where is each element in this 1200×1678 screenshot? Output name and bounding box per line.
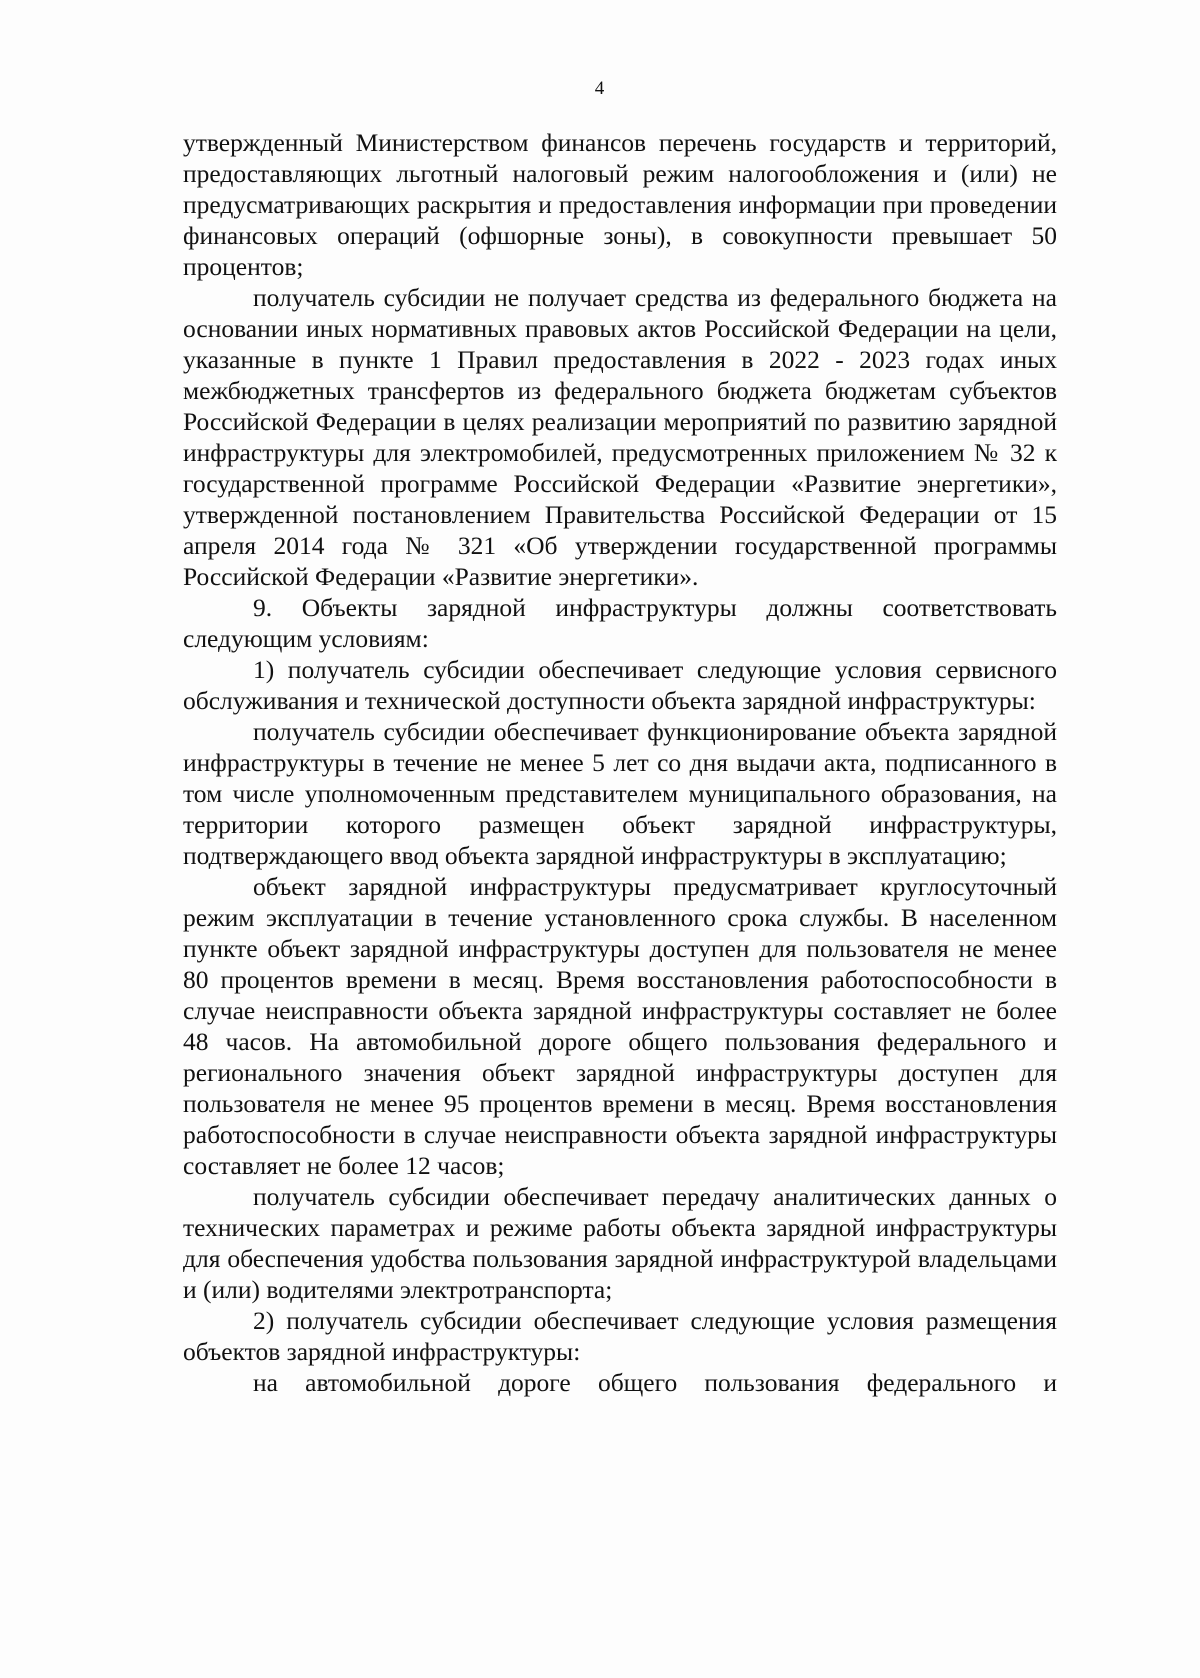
paragraph-subitem-2: 2) получатель субсидии обеспечивает следующие условия размещения объектов зарядной инфраструктуры: <box>183 1306 1057 1366</box>
paragraph-federal-budget-funds: получатель субсидии не получает средства из федерального бюджета на основании иных нормативных правовых актов Российской Федерации на цели, указанные в пункте 1 Правил предоставления в 2022 - 2023 годах иных межбюджетных трансфертов из федерального бюджета бюджетам субъектов Российской Федерации в целях реализации мероприятий по развитию зарядной инфраструктуры для электромобилей, предусмотренных приложением № 32 к государственной программе Российской Федерации «Развитие энергетики», утвержденной постановлением Правительства Российской Федерации от 15 апреля 2014 года № 321 «Об утверждении государственной программы Российской Федерации «Развитие энергетики». <box>183 283 1057 591</box>
paragraph-round-the-clock-mode: объект зарядной инфраструктуры предусматривает круглосуточный режим эксплуатации в течение установленного срока службы. В населенном пункте объект зарядной инфраструктуры доступен для пользователя не менее 80 процентов времени в месяц. Время восстановления работоспособности в случае неисправности объекта зарядной инфраструктуры составляет не более 48 часов. На автомобильной дороге общего пользования федерального и регионального значения объект зарядной инфраструктуры доступен для пользователя не менее 95 процентов времени в месяц. Время восстановления работоспособности в случае неисправности объекта зарядной инфраструктуры составляет не более 12 часов; <box>183 872 1057 1180</box>
paragraph-analytics-data: получатель субсидии обеспечивает передачу аналитических данных о технических параметрах и режиме работы объекта зарядной инфраструктуры для обеспечения удобства пользования зарядной инфраструктурой владельцами и (или) водителями электротранспорта; <box>183 1182 1057 1304</box>
document-body <box>183 127 1057 1398</box>
paragraph-offshore-zones: утвержденный Министерством финансов перечень государств и территорий, предоставляющих льготный налоговый режим налогообложения и (или) не предусматривающих раскрытия и предоставления информации при проведении финансовых операций (офшорные зоны), в совокупности превышает 50 процентов; <box>183 128 1057 281</box>
page-number: 4 <box>594 78 606 99</box>
paragraph-operation-period: получатель субсидии обеспечивает функционирование объекта зарядной инфраструктуры в течение не менее 5 лет со дня выдачи акта, подписанного в том числе уполномоченным представителем муниципального образования, на территории которого размещен объект зарядной инфраструктуры, подтверждающего ввод объекта зарядной инфраструктуры в эксплуатацию; <box>183 717 1057 870</box>
paragraph-subitem-1: 1) получатель субсидии обеспечивает следующие условия сервисного обслуживания и технической доступности объекта зарядной инфраструктуры: <box>183 655 1057 715</box>
paragraph-highway-continued: на автомобильной дороге общего пользования федерального и <box>253 1368 1057 1397</box>
paragraph-item-9-heading: 9. Объекты зарядной инфраструктуры должны соответствовать следующим условиям: <box>183 593 1057 653</box>
